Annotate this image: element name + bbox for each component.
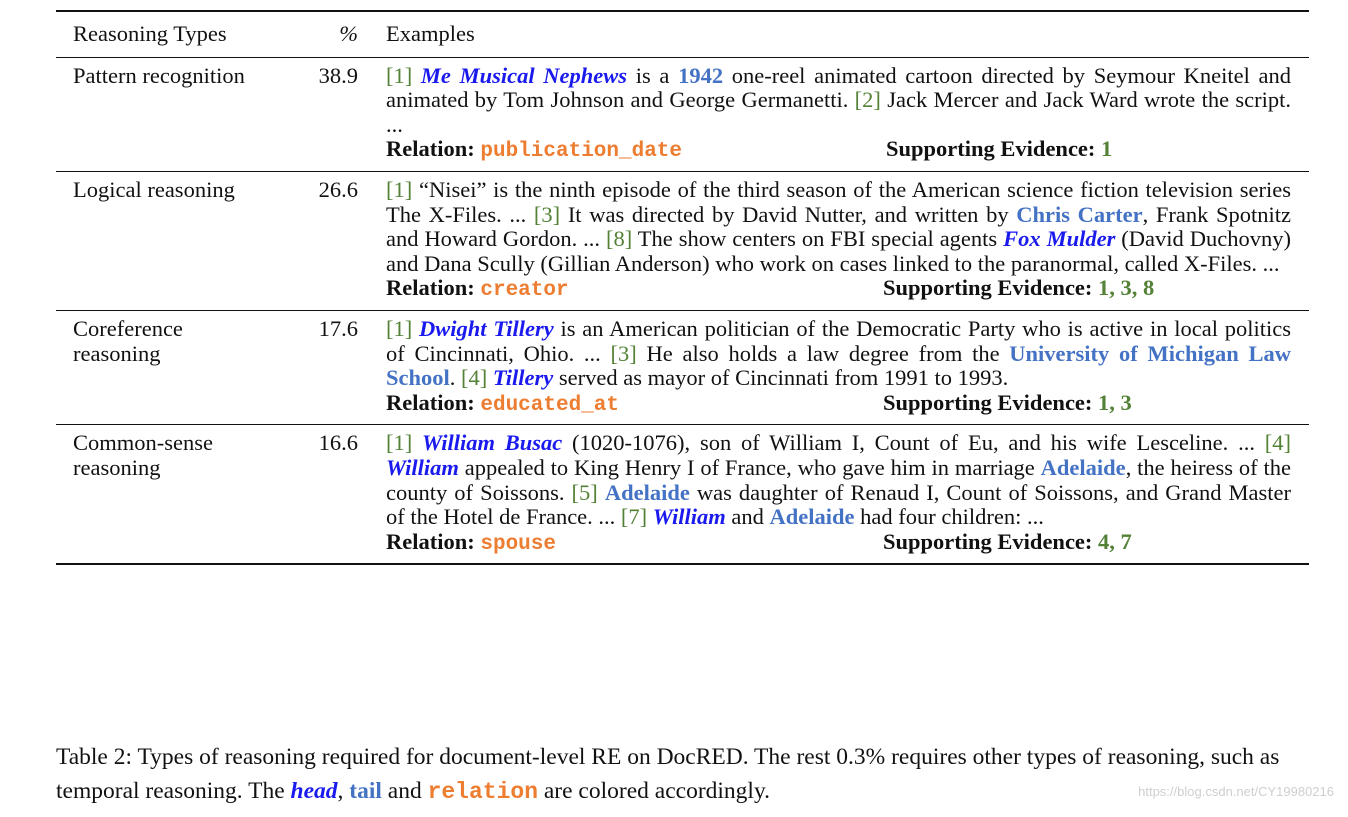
tail-entity: Adelaide [1040,454,1126,480]
example-fragment: , Frank Spotnitz and Howard Gordon. ... [386,201,1291,252]
relation-group [386,530,883,558]
example-fragment: The show centers on FBI special agents [632,226,1004,252]
table-row [56,425,1309,563]
head-entity: Dwight Tillery [419,315,554,341]
caption-text-2: are colored accordingly. [538,778,771,804]
caption-relation-word: relation [427,779,538,805]
example-fragment: and [725,504,770,530]
percent-cell: 26.6 [318,176,358,202]
example-cell [366,64,1309,165]
header-reasoning-types: Reasoning Types [73,21,227,46]
relation-value: spouse [480,532,556,556]
relation-group [386,391,883,419]
sentence-index: [2] [854,87,881,113]
sentence-index: [1] [386,176,413,202]
example-cell [366,178,1309,304]
relation-line [386,530,1291,558]
example-fragment: (David Duchovny) and Dana Scully (Gillian Anderson) who work on cases linked to the paranormal, called X-Files. ... [386,226,1291,276]
head-entity: Tillery [492,365,554,391]
relation-value: educated_at [480,393,619,417]
relation-label: Relation: [386,528,475,554]
relation-line [386,276,1291,304]
percent-cell: 17.6 [318,315,358,341]
example-cell [366,317,1309,418]
example-fragment: was daughter of Renaud I, Count of Soissons, and Grand Master of the Hotel de France. ... [386,479,1292,530]
head-entity: William Busac [422,430,563,456]
tail-entity: University of Michigan Law School [386,340,1291,391]
evidence-label: Supporting Evidence: [886,136,1096,162]
table-row [56,311,1309,424]
reasoning-type-cell: Logical reasoning [73,176,235,202]
relation-group [386,276,883,304]
watermark: https://blog.csdn.net/CY19980216 [1138,784,1334,799]
evidence-value: 1 [1101,136,1113,162]
evidence-group [886,137,1112,165]
table-bottom-rule [56,563,1309,565]
relation-line [386,391,1291,419]
head-entity: William [386,454,459,480]
caption-head-word: head [290,778,338,804]
sentence-index: [7] [620,504,648,530]
relation-line [386,137,1291,165]
relation-group [386,137,886,165]
evidence-group [883,530,1132,558]
example-fragment: is a [627,62,679,88]
relation-label: Relation: [386,275,475,301]
sentence-index: [3] [610,340,637,366]
sentence-index: [1] [386,430,423,456]
tail-entity: 1942 [678,62,724,88]
header-examples: Examples [386,21,475,46]
example-fragment: (1020-1076), son of William I, Count of Eu, and his wife Lesceline. ... [562,430,1265,456]
example-fragment: is an American politician of the Democratic Party who is active in local politics of Cincinnati, Ohio. ... [386,315,1291,366]
caption-tail-word: tail [349,778,382,804]
evidence-label: Supporting Evidence: [883,275,1093,301]
table-row [56,58,1309,171]
evidence-value: 1, 3 [1098,389,1132,415]
caption-sep-1: , [337,778,350,804]
sentence-index: [1] [386,62,421,88]
relation-value: publication_date [480,140,683,164]
evidence-value: 4, 7 [1098,528,1132,554]
percent-cell: 16.6 [318,430,358,456]
example-text [386,317,1291,391]
example-fragment: one-reel animated cartoon directed by Seymour Kneitel and animated by Tom Johnson and George Germanetti. [386,62,1291,113]
reasoning-types-table [56,10,1309,565]
tail-entity: Adelaide [769,504,855,530]
tail-entity: Chris Carter [1016,201,1143,227]
table-body [56,58,1309,566]
relation-label: Relation: [386,136,475,162]
relation-label: Relation: [386,389,475,415]
head-entity: Fox Mulder [1003,226,1116,252]
reasoning-type-cell: Pattern recognition [73,62,245,88]
example-fragment: , the heiress of the county of Soissons. [386,454,1291,505]
example-cell [366,431,1309,557]
table-header-row [56,12,1309,57]
tail-entity: Adelaide [604,479,690,505]
head-entity: William [652,504,726,530]
example-fragment [598,480,605,505]
evidence-group [883,276,1154,304]
percent-cell: 38.9 [318,62,358,88]
sentence-index: [4] [461,365,488,391]
table-row [56,172,1309,310]
example-fragment: served as mayor of Cincinnati from 1991 to 1993. [553,365,1009,391]
sentence-index: [5] [571,479,598,505]
evidence-label: Supporting Evidence: [883,389,1093,415]
example-fragment: “Nisei” is the ninth episode of the third season of the American science fiction television series The X-Files. ... [386,176,1291,227]
reasoning-type-cell: Coreference reasoning [73,315,183,366]
caption-text-1: Table 2: Types of reasoning required for document-level RE on DocRED. The rest 0.3% requires other types of reasoning, such as temporal reasoning. The [56,744,1280,804]
example-fragment: had four children: ... [854,504,1044,530]
evidence-group [883,391,1132,419]
sentence-index: [3] [533,201,561,227]
reasoning-type-cell: Common-sense reasoning [73,430,213,480]
example-fragment: He also holds a law degree from the [636,340,1010,366]
sentence-index: [4] [1264,430,1291,456]
caption-sep-2: and [381,778,428,804]
example-fragment: Jack Mercer and Jack Ward wrote the script. ... [386,87,1291,137]
evidence-value: 1, 3, 8 [1098,275,1155,301]
example-fragment: . [449,365,462,391]
example-text [386,64,1291,138]
example-fragment: appealed to King Henry I of France, who gave him in marriage [458,454,1041,480]
sentence-index: [1] [386,315,420,341]
example-text [386,178,1291,276]
example-fragment: It was directed by David Nutter, and written by [560,201,1017,227]
header-percent: % [339,21,358,46]
evidence-label: Supporting Evidence: [883,528,1093,554]
head-entity: Me Musical Nephews [420,62,628,88]
sentence-index: [8] [606,226,633,252]
example-text [386,431,1291,529]
relation-value: creator [480,279,569,303]
